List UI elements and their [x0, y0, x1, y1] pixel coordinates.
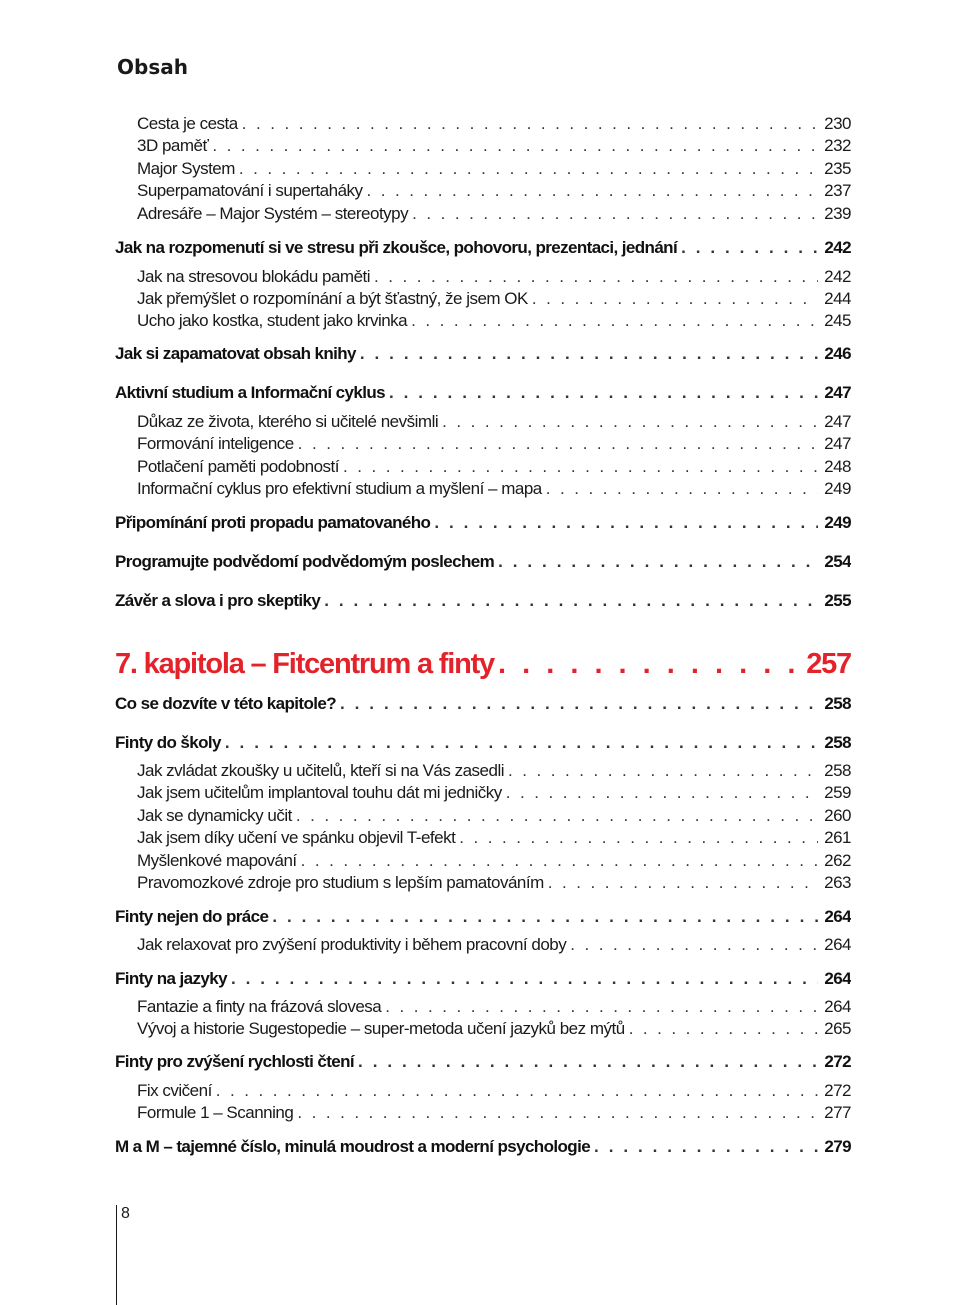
toc-entry-title: Aktivní studium a Informační cyklus [115, 383, 385, 402]
toc-entry-page: 254 [824, 552, 851, 571]
toc-entry-title: Major System [137, 159, 235, 178]
toc-leader-dots [389, 383, 818, 403]
toc-leader-dots [225, 733, 819, 753]
toc-section[interactable] [115, 694, 851, 714]
toc-entry-title: Finty na jazyky [115, 969, 227, 988]
toc-subentry[interactable] [137, 783, 851, 803]
toc-entry-page: 279 [824, 1137, 851, 1156]
toc-leader-dots [434, 513, 818, 533]
toc-section[interactable] [115, 1137, 851, 1157]
toc-leader-dots [442, 412, 818, 432]
toc-entry-page: 264 [824, 969, 851, 988]
toc-leader-dots [324, 591, 818, 611]
toc-leader-dots [360, 344, 819, 364]
toc-section[interactable] [115, 969, 851, 989]
toc-entry-title: Finty nejen do práce [115, 907, 269, 926]
toc-entry-title: Jak si zapamatovat obsah knihy [115, 344, 356, 363]
toc-entry-title: Vývoj a historie Sugestopedie – super-metoda učení jazyků bez mýtů [137, 1019, 625, 1038]
toc-leader-dots [239, 159, 818, 179]
toc-entry-page: 258 [824, 761, 851, 780]
toc-subentry[interactable] [137, 114, 851, 134]
toc-subentry[interactable] [137, 136, 851, 156]
toc-entry-page: 259 [824, 783, 851, 802]
toc-entry-page: 247 [824, 383, 851, 402]
toc-leader-dots [546, 479, 818, 499]
toc-entry-title: Jak zvládat zkoušky u učitelů, kteří si na Vás zasedli [137, 761, 505, 780]
toc-entry-page: 264 [824, 907, 851, 926]
toc-subentry[interactable] [137, 181, 851, 201]
toc-subentry[interactable] [137, 204, 851, 224]
toc-entry-title: Informační cyklus pro efektivní studium a myšlení – mapa [137, 479, 542, 498]
toc-leader-dots [212, 136, 818, 156]
toc-subentry[interactable] [137, 851, 851, 871]
toc-leader-dots [594, 1137, 818, 1157]
toc-entry-title: Jak na stresovou blokádu paměti [137, 267, 371, 286]
toc-leader-dots [459, 828, 818, 848]
toc-entry-title: Programujte podvědomí podvědomým poslechem [115, 552, 495, 571]
toc-leader-dots [296, 806, 818, 826]
page-title: Obsah [117, 55, 188, 79]
toc-leader-dots [629, 1019, 818, 1039]
toc-entry-page: 246 [824, 344, 851, 363]
toc-leader-dots [681, 238, 818, 258]
toc-entry-page: 249 [824, 479, 851, 498]
toc-entry-title: Formování inteligence [137, 434, 294, 453]
toc-subentry[interactable] [137, 412, 851, 432]
toc-entry-page: 248 [824, 457, 851, 476]
toc-entry-page: 264 [824, 935, 851, 954]
toc-leader-dots [498, 648, 800, 681]
toc-entry-title: Fix cvičení [137, 1081, 212, 1100]
toc-entry-title: Potlačení paměti podobností [137, 457, 339, 476]
toc-entry-page: 258 [824, 733, 851, 752]
toc-subentry[interactable] [137, 806, 851, 826]
toc-subentry[interactable] [137, 935, 851, 955]
toc-entry-page: 265 [824, 1019, 851, 1038]
toc-entry-page: 249 [824, 513, 851, 532]
toc-leader-dots [508, 761, 818, 781]
toc-subentry[interactable] [137, 457, 851, 477]
toc-entry-page: 230 [824, 114, 851, 133]
toc-entry-page: 255 [824, 591, 851, 610]
toc-leader-dots [385, 997, 818, 1017]
toc-subentry[interactable] [137, 761, 851, 781]
toc-section[interactable] [115, 552, 851, 572]
toc-entry-title: Superpamatování i supertaháky [137, 181, 363, 200]
page-number: 8 [121, 1205, 130, 1222]
toc-leader-dots [340, 694, 818, 714]
toc-leader-dots [532, 289, 818, 309]
toc-section[interactable] [115, 513, 851, 533]
toc-leader-dots [216, 1081, 818, 1101]
toc-entry-title: Důkaz ze života, kterého si učitelé nevšimli [137, 412, 439, 431]
toc-entry-page: 239 [824, 204, 851, 223]
toc-subentry[interactable] [137, 997, 851, 1017]
footer-rule [116, 1205, 117, 1305]
toc-section[interactable] [115, 1052, 851, 1072]
toc-entry-page: 232 [824, 136, 851, 155]
toc-leader-dots [412, 204, 818, 224]
toc-entry-title: Formule 1 – Scanning [137, 1103, 294, 1122]
toc-chapter-heading[interactable] [115, 648, 851, 681]
toc-leader-dots [411, 311, 818, 331]
toc-entry-page: 242 [824, 267, 851, 286]
toc-entry-page: 245 [824, 311, 851, 330]
toc-subentry[interactable] [137, 1081, 851, 1101]
toc-chapter-page: 257 [806, 648, 851, 680]
toc-section[interactable] [115, 238, 851, 258]
toc-entry-page: 258 [824, 694, 851, 713]
toc-leader-dots [343, 457, 818, 477]
toc-entry-title: Finty pro zvýšení rychlosti čtení [115, 1052, 355, 1071]
toc-entry-page: 272 [824, 1081, 851, 1100]
toc-entry-title: Cesta je cesta [137, 114, 238, 133]
toc-section[interactable] [115, 907, 851, 927]
toc-entry-title: Jak na rozpomenutí si ve stresu při zkoušce, pohovoru, prezentaci, jednání [115, 238, 678, 257]
toc-section[interactable] [115, 591, 851, 611]
toc-entry-page: 237 [824, 181, 851, 200]
toc-subentry[interactable] [137, 311, 851, 331]
toc-entry-title: Závěr a slova i pro skeptiky [115, 591, 321, 610]
toc-entry-title: Jak jsem učitelům implantoval touhu dát mi jedničky [137, 783, 502, 802]
toc-subentry[interactable] [137, 828, 851, 848]
toc-entry-title: Finty do školy [115, 733, 221, 752]
toc-section[interactable] [115, 344, 851, 364]
toc-entry-title: Připomínání proti propadu pamatovaného [115, 513, 431, 532]
toc-leader-dots [570, 935, 818, 955]
toc-entry-title: Jak přemýšlet o rozpomínání a být šťastný, že jsem OK [137, 289, 528, 308]
toc-entry-page: 247 [824, 412, 851, 431]
toc-leader-dots [297, 1103, 818, 1123]
toc-entry-page: 261 [824, 828, 851, 847]
toc-leader-dots [358, 1052, 818, 1072]
toc-entry-title: Adresáře – Major Systém – stereotypy [137, 204, 409, 223]
toc-leader-dots [374, 267, 818, 287]
toc-entry-page: 264 [824, 997, 851, 1016]
toc-entry-page: 272 [824, 1052, 851, 1071]
toc-leader-dots [506, 783, 818, 803]
toc-subentry[interactable] [137, 434, 851, 454]
toc-subentry[interactable] [137, 267, 851, 287]
toc-leader-dots [548, 873, 818, 893]
toc-subentry[interactable] [137, 289, 851, 309]
toc-subentry[interactable] [137, 479, 851, 499]
toc-entry-title: M a M – tajemné číslo, minulá moudrost a moderní psychologie [115, 1137, 591, 1156]
toc-entry-title: Fantazie a finty na frázová slovesa [137, 997, 382, 1016]
toc-subentry[interactable] [137, 1103, 851, 1123]
toc-subentry[interactable] [137, 159, 851, 179]
toc-entry-page: 244 [824, 289, 851, 308]
toc-entry-title: 3D paměť [137, 136, 209, 155]
toc-entry-title: Co se dozvíte v této kapitole? [115, 694, 336, 713]
toc-section[interactable] [115, 733, 851, 753]
toc-subentry[interactable] [137, 1019, 851, 1039]
toc-leader-dots [498, 552, 818, 572]
toc-entry-title: Pravomozkové zdroje pro studium s lepším pamatováním [137, 873, 544, 892]
toc-entry-page: 262 [824, 851, 851, 870]
toc-subentry[interactable] [137, 873, 851, 893]
toc-entry-page: 277 [824, 1103, 851, 1122]
toc-entry-page: 235 [824, 159, 851, 178]
toc-entry-title: Jak se dynamicky učit [137, 806, 292, 825]
toc-entry-page: 247 [824, 434, 851, 453]
toc-entry-title: Jak relaxovat pro zvýšení produktivity i během pracovní doby [137, 935, 567, 954]
toc-entry-page: 242 [824, 238, 851, 257]
toc-leader-dots [367, 181, 819, 201]
toc-leader-dots [231, 969, 818, 989]
toc-leader-dots [298, 434, 818, 454]
toc-entry-title: Jak jsem díky učení ve spánku objevil T-efekt [137, 828, 456, 847]
toc-section[interactable] [115, 383, 851, 403]
toc-leader-dots [272, 907, 818, 927]
toc-leader-dots [301, 851, 818, 871]
toc-chapter-title: 7. kapitola – Fitcentrum a finty [115, 648, 494, 680]
toc-entry-title: Ucho jako kostka, student jako krvinka [137, 311, 408, 330]
toc-entry-page: 263 [824, 873, 851, 892]
toc-leader-dots [242, 114, 818, 134]
toc-entry-title: Myšlenkové mapování [137, 851, 297, 870]
toc-entry-page: 260 [824, 806, 851, 825]
